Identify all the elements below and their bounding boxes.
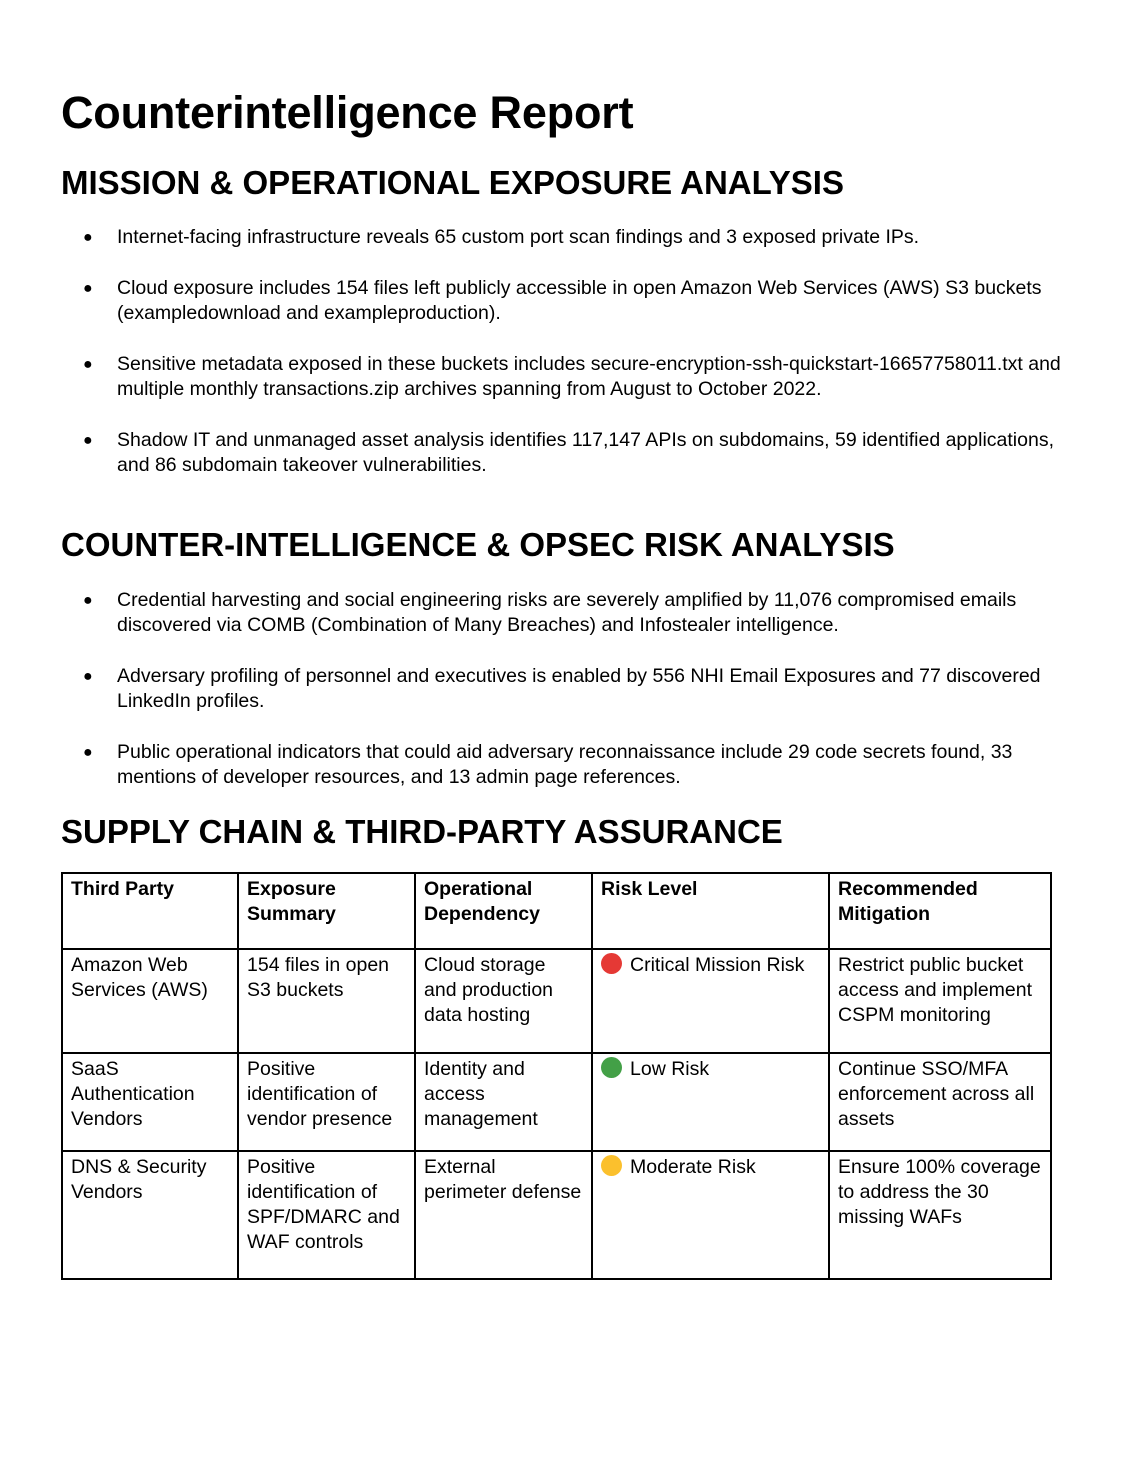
column-header: Operational Dependency <box>415 873 592 949</box>
column-header: Third Party <box>62 873 238 949</box>
mitigation-cell: Continue SSO/MFA enforcement across all assets <box>829 1053 1051 1151</box>
mitigation-cell: Ensure 100% coverage to address the 30 missing WAFs <box>829 1151 1051 1279</box>
column-header: Risk Level <box>592 873 829 949</box>
risk-label: Critical Mission Risk <box>630 954 805 976</box>
third-party-cell: Amazon Web Services (AWS) <box>62 949 238 1053</box>
risk-level-cell <box>592 1151 829 1279</box>
column-header: Exposure Summary <box>238 873 415 949</box>
list-item: ● Shadow IT and unmanaged asset analysis identifies 117,147 APIs on subdomains, 59 identified applications, and 86 subdomain takeover vulnerabilities. <box>83 429 1054 476</box>
bullet-icon: ● <box>83 229 93 246</box>
column-header: Recommended Mitigation <box>829 873 1051 949</box>
third-party-table <box>61 872 1052 1280</box>
red-circle-icon <box>601 953 622 974</box>
mission-bullet-list <box>61 225 1076 478</box>
list-item: ● Adversary profiling of personnel and executives is enabled by 556 NHI Email Exposures and 77 discovered LinkedIn profiles. <box>83 665 1041 712</box>
bullet-icon: ● <box>83 356 93 373</box>
bullet-icon: ● <box>83 744 93 761</box>
dependency-cell: Identity and access management <box>415 1053 592 1151</box>
risk-level-cell <box>592 949 829 1053</box>
exposure-cell: 154 files in open S3 buckets <box>238 949 415 1053</box>
list-item: ● Sensitive metadata exposed in these buckets includes secure-encryption-ssh-quickstart-16657758011.txt and multiple monthly transactions.zip archives spanning from August to October 2022. <box>83 353 1061 400</box>
bullet-icon: ● <box>83 280 93 297</box>
mitigation-cell: Restrict public bucket access and implement CSPM monitoring <box>829 949 1051 1053</box>
bullet-icon: ● <box>83 432 93 449</box>
risk-level-cell <box>592 1053 829 1151</box>
bullet-icon: ● <box>83 592 93 609</box>
risk-label: Low Risk <box>630 1058 710 1080</box>
table-row <box>62 949 1051 1053</box>
third-party-cell: SaaS Authentication Vendors <box>62 1053 238 1151</box>
list-item: ● Credential harvesting and social engineering risks are severely amplified by 11,076 compromised emails discovered via COMB (Combination of Many Breaches) and Infostealer intelligence. <box>83 589 1017 636</box>
table-row <box>62 1053 1051 1151</box>
list-item: ● Internet-facing infrastructure reveals 65 custom port scan findings and 3 exposed private IPs. <box>83 226 920 248</box>
third-party-cell: DNS & Security Vendors <box>62 1151 238 1279</box>
exposure-cell: Positive identification of SPF/DMARC and WAF controls <box>238 1151 415 1279</box>
counterintel-bullet-list <box>61 588 1076 790</box>
dependency-cell: External perimeter defense <box>415 1151 592 1279</box>
bullet-icon: ● <box>83 668 93 685</box>
green-circle-icon <box>601 1057 622 1078</box>
exposure-cell: Positive identification of vendor presence <box>238 1053 415 1151</box>
yellow-circle-icon <box>601 1155 622 1176</box>
section-heading-mission: MISSION & OPERATIONAL EXPOSURE ANALYSIS <box>61 164 844 201</box>
risk-label: Moderate Risk <box>630 1156 756 1178</box>
document-title: Counterintelligence Report <box>61 87 634 138</box>
list-item: ● Cloud exposure includes 154 files left publicly accessible in open Amazon Web Services (AWS) S3 buckets (exampledownload and exampleproduction). <box>83 277 1042 324</box>
dependency-cell: Cloud storage and production data hosting <box>415 949 592 1053</box>
section-heading-supply-chain: SUPPLY CHAIN & THIRD-PARTY ASSURANCE <box>61 813 783 850</box>
section-heading-counterintel: COUNTER-INTELLIGENCE & OPSEC RISK ANALYSIS <box>61 526 895 563</box>
table-row <box>62 1151 1051 1279</box>
table-header-row <box>62 873 1051 949</box>
list-item: ● Public operational indicators that could aid adversary reconnaissance include 29 code secrets found, 33 mentions of developer resources, and 13 admin page references. <box>83 741 1013 788</box>
